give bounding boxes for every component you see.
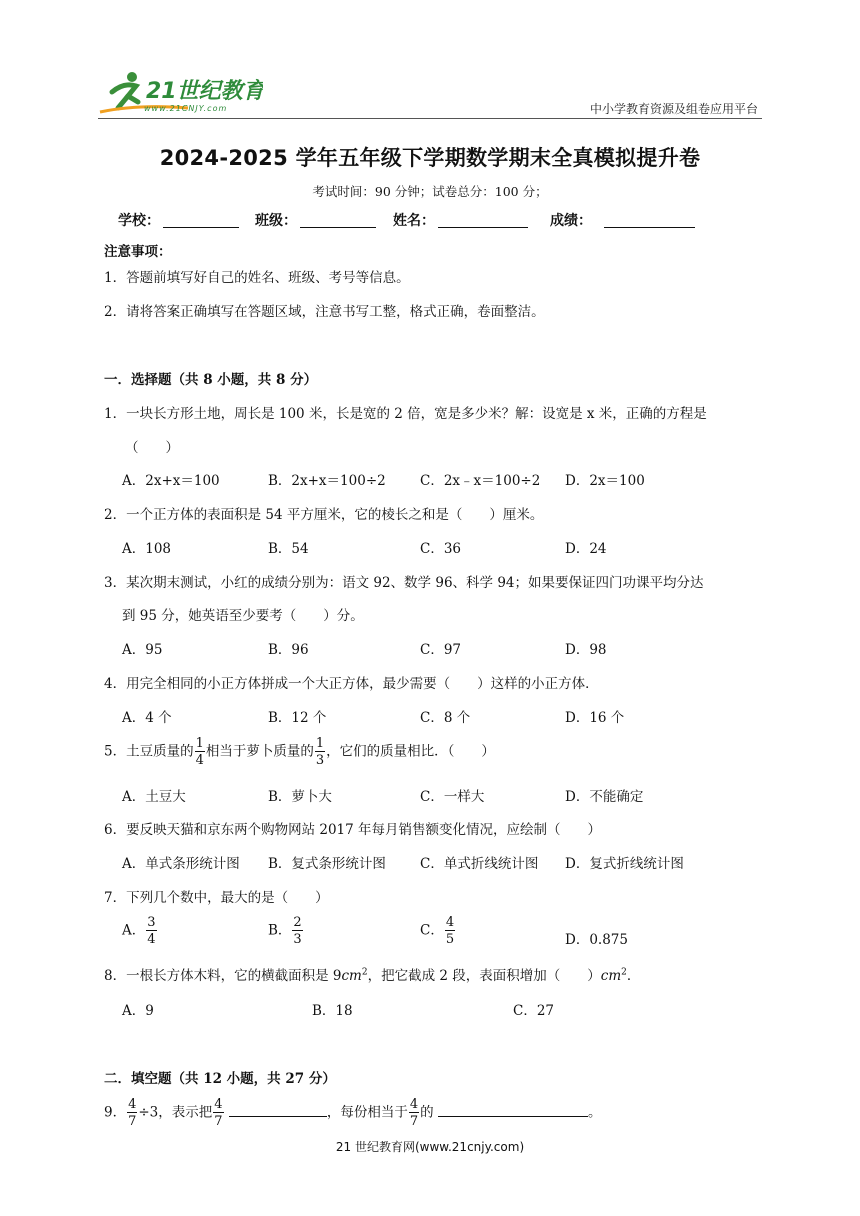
fraction-numerator: 1: [195, 736, 204, 751]
question-1-text: 1．一块长方形土地，周长是 100 米，长是宽的 2 倍，宽是多少米？解：设宽是 x 米，正确的方程是: [104, 406, 707, 422]
q5-option-b[interactable]: B．萝卜大: [268, 789, 332, 805]
logo-url: www.21CNJY.com: [144, 104, 228, 113]
q4-option-c[interactable]: C．8 个: [420, 710, 471, 726]
unit-exponent: 2: [361, 967, 368, 978]
fraction-numerator: 2: [293, 915, 302, 930]
notice-heading: 注意事项：: [104, 244, 172, 260]
header-divider: [98, 118, 762, 119]
score-blank[interactable]: [604, 227, 695, 228]
fraction: [127, 1098, 137, 1128]
q5-text-part2: 相当于萝卜质量的: [205, 743, 314, 760]
answer-blank[interactable]: [229, 1104, 327, 1117]
name-label: 姓名：: [393, 213, 435, 229]
q9-text-part3: 的: [420, 1104, 434, 1121]
option-label: B．: [268, 922, 292, 939]
q2-option-b[interactable]: B．54: [268, 541, 309, 557]
score-label: 成绩：: [550, 213, 592, 229]
question-2-text: 2．一个正方体的表面积是 54 平方厘米，它的棱长之和是（ ）厘米。: [104, 507, 544, 523]
q4-option-b[interactable]: B．12 个: [268, 710, 327, 726]
q4-option-a[interactable]: A．4 个: [122, 710, 172, 726]
fraction: [195, 737, 205, 767]
notice-item: 2．请将答案正确填写在答题区域，注意书写工整，格式正确，卷面整洁。: [104, 304, 545, 320]
fraction-numerator: 4: [409, 1097, 419, 1112]
q1-option-d[interactable]: D．2x＝100: [565, 473, 645, 489]
unit-cm: cm: [341, 968, 362, 984]
page-footer: 21 世纪教育网(www.21cnjy.com): [335, 1140, 525, 1154]
q6-option-a[interactable]: A．单式条形统计图: [122, 856, 240, 872]
q3-option-d[interactable]: D．98: [565, 642, 607, 658]
q6-option-d[interactable]: D．复式折线统计图: [565, 856, 684, 872]
notice-item: 1．答题前填写好自己的姓名、班级、考号等信息。: [104, 270, 410, 286]
class-blank[interactable]: [300, 227, 376, 228]
q7-option-a[interactable]: [122, 916, 158, 946]
question-9-text: [104, 1098, 601, 1128]
q8-text-part3: ．: [626, 968, 641, 984]
fraction-numerator: 3: [147, 915, 156, 930]
answer-blank[interactable]: [438, 1104, 588, 1117]
q6-option-b[interactable]: B．复式条形统计图: [268, 856, 386, 872]
q1-option-b[interactable]: B．2x+x＝100÷2: [268, 473, 386, 489]
q9-text-part2: ，每份相当于: [326, 1104, 408, 1121]
q2-option-c[interactable]: C．36: [420, 541, 462, 557]
q9-text-part1: ÷3，表示把: [138, 1104, 213, 1121]
q8-text-part2: ，把它截成 2 段，表面积增加（ ）: [367, 968, 601, 984]
q2-option-a[interactable]: A．108: [122, 541, 172, 557]
q9-number: 9．: [104, 1104, 127, 1121]
exam-subtitle: 考试时间：90 分钟；试卷总分：100 分；: [312, 184, 548, 199]
fraction-numerator: 4: [214, 1097, 223, 1112]
q6-option-c[interactable]: C．单式折线统计图: [420, 856, 539, 872]
unit-cm: cm: [600, 968, 622, 984]
fraction: [146, 916, 156, 946]
question-3-text: 3．某次期末测试，小红的成绩分别为：语文 92、数学 96、科学 94；如果要保证四门功课平均分达: [104, 575, 704, 591]
fraction-denominator: 7: [409, 1114, 419, 1129]
fraction-denominator: 5: [445, 932, 455, 947]
fraction: [315, 737, 325, 767]
q3-option-a[interactable]: A．95: [122, 642, 163, 658]
section-choice-heading: 一．选择题（共 8 小题，共 8 分）: [104, 372, 318, 388]
q5-option-c[interactable]: C．一样大: [420, 789, 485, 805]
q8-option-b[interactable]: B．18: [312, 1003, 353, 1019]
logo-text: 21世纪教育: [146, 79, 263, 104]
fraction-numerator: 1: [315, 736, 325, 751]
option-label: A．: [122, 922, 146, 939]
school-blank[interactable]: [163, 227, 239, 228]
runner-logo-icon: [98, 68, 263, 118]
fraction-denominator: 7: [214, 1114, 223, 1129]
fraction-denominator: 7: [128, 1114, 137, 1129]
q8-option-c[interactable]: C．27: [513, 1003, 555, 1019]
fraction: [292, 916, 302, 946]
q1-option-a[interactable]: A．2x+x＝100: [122, 473, 220, 489]
question-6-text: 6．要反映天猫和京东两个购物网站 2017 年每月销售额变化情况，应绘制（ ）: [104, 822, 602, 838]
fraction-denominator: 4: [195, 753, 204, 768]
question-5-text: [104, 737, 495, 767]
q2-option-d[interactable]: D．24: [565, 541, 607, 557]
q7-option-b[interactable]: [268, 916, 304, 946]
fraction-denominator: 3: [293, 932, 302, 947]
question-7-text: 7．下列几个数中，最大的是（ ）: [104, 890, 329, 906]
q5-text-part1: 5．土豆质量的: [104, 743, 194, 760]
question-8-text: [104, 964, 640, 984]
fraction-numerator: 4: [445, 915, 455, 930]
option-label: C．: [420, 922, 444, 939]
q5-option-a[interactable]: A．土豆大: [122, 789, 186, 805]
fraction: [445, 916, 455, 946]
q7-option-d[interactable]: D．0.875: [565, 932, 628, 948]
unit-exponent: 2: [621, 967, 627, 978]
q7-option-c[interactable]: [420, 916, 456, 946]
school-label: 学校：: [118, 213, 160, 229]
q3-option-b[interactable]: B．96: [268, 642, 309, 658]
platform-name: 中小学教育资源及组卷应用平台: [589, 102, 758, 116]
site-logo: [98, 68, 263, 118]
fraction: [213, 1098, 223, 1128]
q8-option-a[interactable]: A．9: [122, 1003, 154, 1019]
q9-text-part4: 。: [587, 1104, 602, 1121]
q8-text-part1: 8．一根长方体木料，它的横截面积是 9: [104, 968, 342, 984]
q5-option-d[interactable]: D．不能确定: [565, 789, 644, 805]
exam-title: 2024-2025 学年五年级下学期数学期末全真模拟提升卷: [159, 146, 701, 170]
class-label: 班级：: [255, 213, 297, 229]
question-3-text-cont: 到 95 分，她英语至少要考（ ）分。: [122, 608, 364, 624]
q4-option-d[interactable]: D．16 个: [565, 710, 625, 726]
section-fill-heading: 二．填空题（共 12 小题，共 27 分）: [104, 1071, 336, 1087]
question-4-text: 4．用完全相同的小正方体拼成一个大正方体，最少需要（ ）这样的小正方体．: [104, 676, 599, 692]
fraction-numerator: 4: [128, 1097, 137, 1112]
q5-text-part3: ，它们的质量相比．（ ）: [326, 743, 495, 760]
fraction-denominator: 4: [147, 932, 156, 947]
q1-option-c[interactable]: C．2x﹣x＝100÷2: [420, 473, 541, 489]
fraction-denominator: 3: [315, 753, 325, 768]
name-blank[interactable]: [438, 227, 528, 228]
fraction: [409, 1098, 419, 1128]
question-1-answer-paren: （ ）: [125, 440, 179, 456]
q3-option-c[interactable]: C．97: [420, 642, 462, 658]
